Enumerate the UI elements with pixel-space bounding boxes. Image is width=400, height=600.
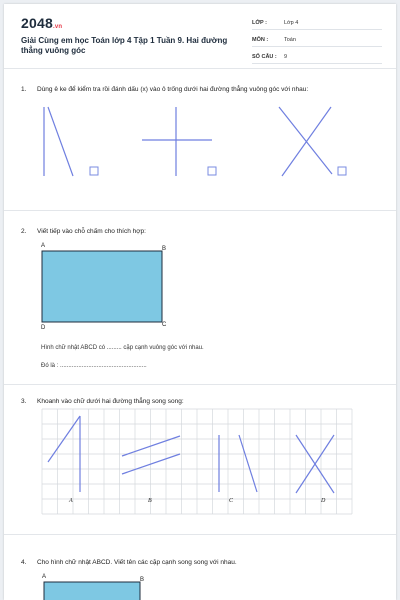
drawings: [4, 4, 396, 600]
question-4: 4. Cho hình chữ nhật ABCD. Viết tên các cặp cạnh song song với nhau.: [21, 559, 237, 566]
q2-sentence: Hình chữ nhật ABCD có ......... cặp cạnh vuông góc với nhau.: [41, 345, 204, 351]
corner-label-d: D: [41, 325, 46, 331]
q4-rectangle: [44, 582, 140, 600]
corner-label-a: A: [41, 243, 46, 249]
question-2: 2. Viết tiếp vào chỗ chấm cho thích hợp:: [21, 228, 146, 235]
q3-figure-c: [219, 435, 257, 492]
divider-1: [4, 210, 396, 211]
meta-row-grade: LỚP : Lớp 4: [252, 18, 382, 30]
q1-checkbox-1[interactable]: [90, 167, 98, 175]
meta-row-count: SỐ CÂU : 9: [252, 52, 382, 64]
q1-figure-2: [142, 107, 216, 176]
divider-2: [4, 384, 396, 385]
q3-option-d[interactable]: D: [321, 498, 326, 504]
q3-option-a[interactable]: A: [69, 498, 73, 504]
q3-grid: [42, 409, 352, 514]
q3-option-c[interactable]: C: [229, 498, 234, 504]
document-page: [4, 4, 396, 600]
q1-checkbox-2[interactable]: [208, 167, 216, 175]
q1-figure-1: [44, 107, 98, 176]
page-title: Giải Cùng em học Toán lớp 4 Tập 1 Tuần 9. Hai đường thẳng vuông góc: [21, 36, 228, 55]
question-1: 1. Dùng ê ke để kiểm tra rồi đánh dấu (x) vào ô trống dưới hai đường thẳng vuông góc với nhau:: [21, 86, 309, 93]
corner-label-b: B: [162, 246, 167, 252]
question-3: 3. Khoanh vào chữ dưới hai đường thẳng song song:: [21, 398, 184, 405]
divider-3: [4, 534, 396, 535]
corner-label-c: C: [162, 322, 167, 328]
q2-answer-line[interactable]: Đó là : ....................................................: [41, 363, 147, 369]
q2-rectangle: [42, 251, 162, 322]
q4-corner-label-a: A: [42, 574, 47, 580]
q4-corner-label-b: B: [140, 577, 145, 583]
q3-figure-b: [122, 436, 180, 474]
site-logo[interactable]: 2048.vn: [21, 15, 63, 31]
q1-figure-3: [279, 107, 346, 176]
q3-option-b[interactable]: B: [148, 498, 152, 504]
meta-row-subject: MÔN : Toán: [252, 35, 382, 47]
q1-checkbox-3[interactable]: [338, 167, 346, 175]
